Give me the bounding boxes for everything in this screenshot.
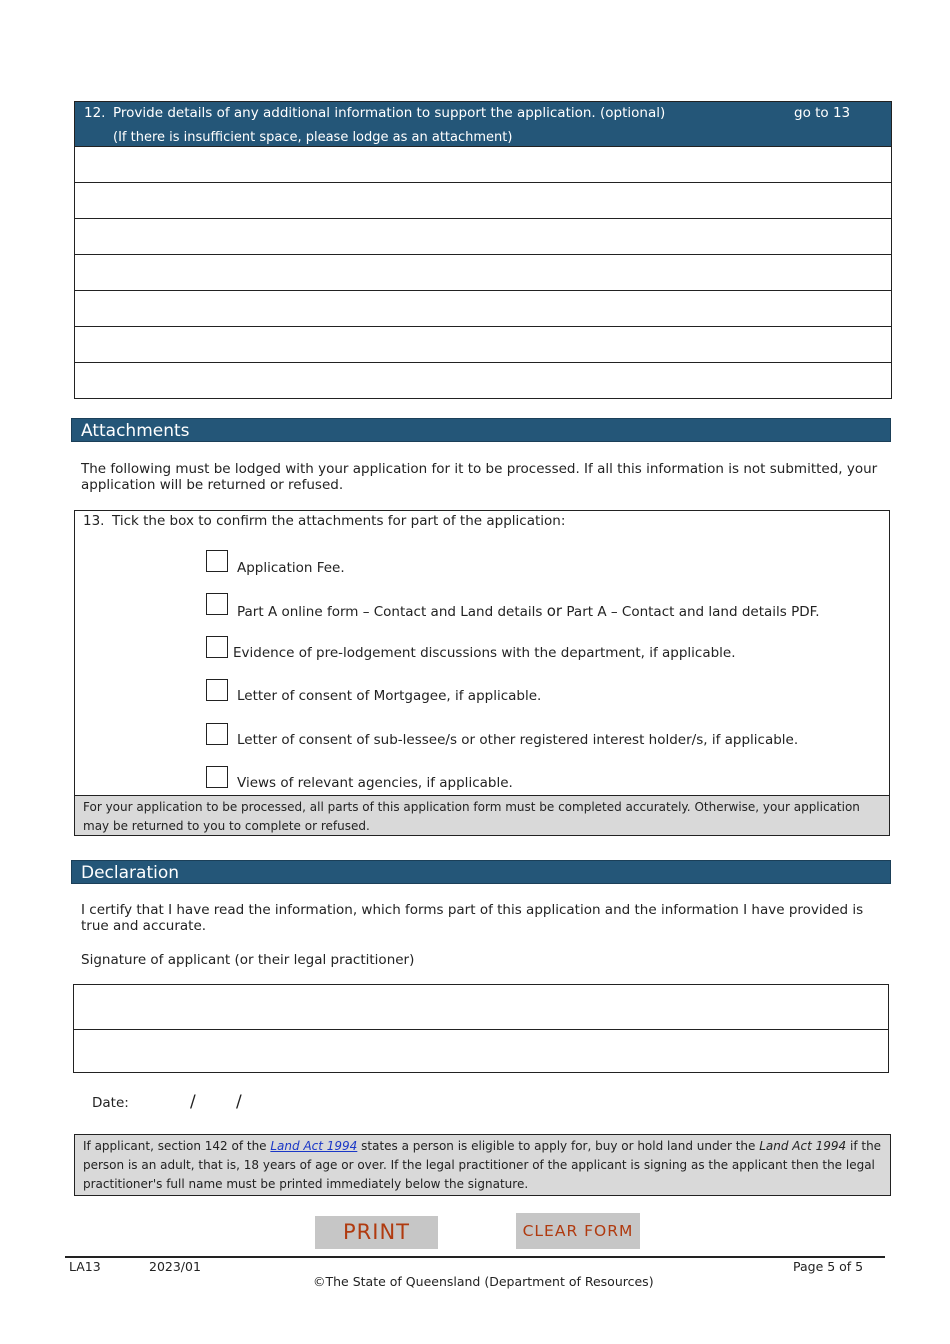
applicant-eligibility-note xyxy=(74,1134,891,1196)
completion-note: For your application to be processed, all parts of this application form must be completed accurately. Otherwise, your application may be returned to you to complete or refused. xyxy=(75,795,889,835)
label-mortgagee-consent: Letter of consent of Mortgagee, if applicable. xyxy=(237,688,542,704)
label-part-a-pdf: Part A – Contact and land details PDF. xyxy=(566,604,820,620)
signature-label: Signature of applicant (or their legal practitioner) xyxy=(81,952,415,968)
info-text-3: if the person is an adult, that is, 18 years of age or over. If the legal practitioner of the applicant is signing as the applicant then the legal practitioner's full name must be printed immediately below the signature. xyxy=(83,1139,882,1191)
label-pre-lodgement: Evidence of pre-lodgement discussions with the department, if applicable. xyxy=(233,645,736,661)
copyright-notice: ©The State of Queensland (Department of Resources) xyxy=(313,1274,654,1289)
label-agency-views: Views of relevant agencies, if applicable. xyxy=(237,775,513,791)
answer-line-6[interactable] xyxy=(75,326,891,362)
label-sublessee-consent: Letter of consent of sub-lessee/s or other registered interest holder/s, if applicable. xyxy=(237,732,799,748)
checkbox-mortgagee-consent[interactable] xyxy=(206,679,228,701)
checkbox-part-a[interactable] xyxy=(206,593,228,615)
attachments-heading: Attachments xyxy=(71,418,891,442)
page-number: Page 5 of 5 xyxy=(793,1259,864,1274)
answer-line-4[interactable] xyxy=(75,254,891,290)
date-label: Date: xyxy=(92,1095,129,1111)
question-13-section xyxy=(74,510,890,836)
declaration-certify: I certify that I have read the information, which forms part of this application and the information I have provided is true and accurate. xyxy=(81,902,864,934)
print-button[interactable]: PRINT xyxy=(315,1216,438,1249)
answer-line-2[interactable] xyxy=(75,182,891,218)
answer-line-1[interactable] xyxy=(75,146,891,182)
answer-line-3[interactable] xyxy=(75,218,891,254)
checkbox-sublessee-consent[interactable] xyxy=(206,723,228,745)
label-application-fee: Application Fee. xyxy=(237,560,345,576)
question-12-header xyxy=(75,102,891,146)
question-13-number: 13. xyxy=(83,513,105,529)
question-13-text: Tick the box to confirm the attachments for part of the application: xyxy=(112,513,566,529)
answer-line-5[interactable] xyxy=(75,290,891,326)
checkbox-agency-views[interactable] xyxy=(206,766,228,788)
question-12-subtext: (If there is insufficient space, please lodge as an attachment) xyxy=(113,130,513,145)
signature-field[interactable] xyxy=(73,984,889,1073)
form-version: 2023/01 xyxy=(149,1259,201,1274)
checkbox-pre-lodgement[interactable] xyxy=(206,636,228,658)
land-act-link[interactable]: Land Act 1994 xyxy=(270,1139,358,1153)
answer-line-7[interactable] xyxy=(75,362,891,398)
question-12-text: Provide details of any additional information to support the application. (optional) xyxy=(113,105,666,121)
label-part-a-online: Part A online form – Contact and Land details xyxy=(237,604,543,620)
goto-13-label: go to 13 xyxy=(794,105,851,121)
info-text-2: states a person is eligible to apply for, buy or hold land under the xyxy=(357,1139,760,1153)
attachments-intro: The following must be lodged with your application for it to be processed. If all this information is not submitted, your application will be returned or refused. xyxy=(81,461,878,493)
declaration-heading: Declaration xyxy=(71,860,891,884)
form-code: LA13 xyxy=(69,1259,101,1274)
date-separator-2: / xyxy=(236,1092,242,1112)
info-act-title: Land Act 1994 xyxy=(759,1139,847,1153)
footer-divider xyxy=(65,1256,885,1258)
label-part-a xyxy=(237,602,820,620)
label-or: or xyxy=(546,602,563,620)
clear-form-button[interactable]: CLEAR FORM xyxy=(516,1213,640,1249)
checkbox-application-fee[interactable] xyxy=(206,550,228,572)
info-text-1: If applicant, section 142 of the xyxy=(83,1139,271,1153)
question-12-section xyxy=(74,101,892,399)
question-12-number: 12. xyxy=(84,105,106,121)
date-separator-1: / xyxy=(190,1092,196,1112)
signature-name-line[interactable] xyxy=(74,1029,888,1030)
